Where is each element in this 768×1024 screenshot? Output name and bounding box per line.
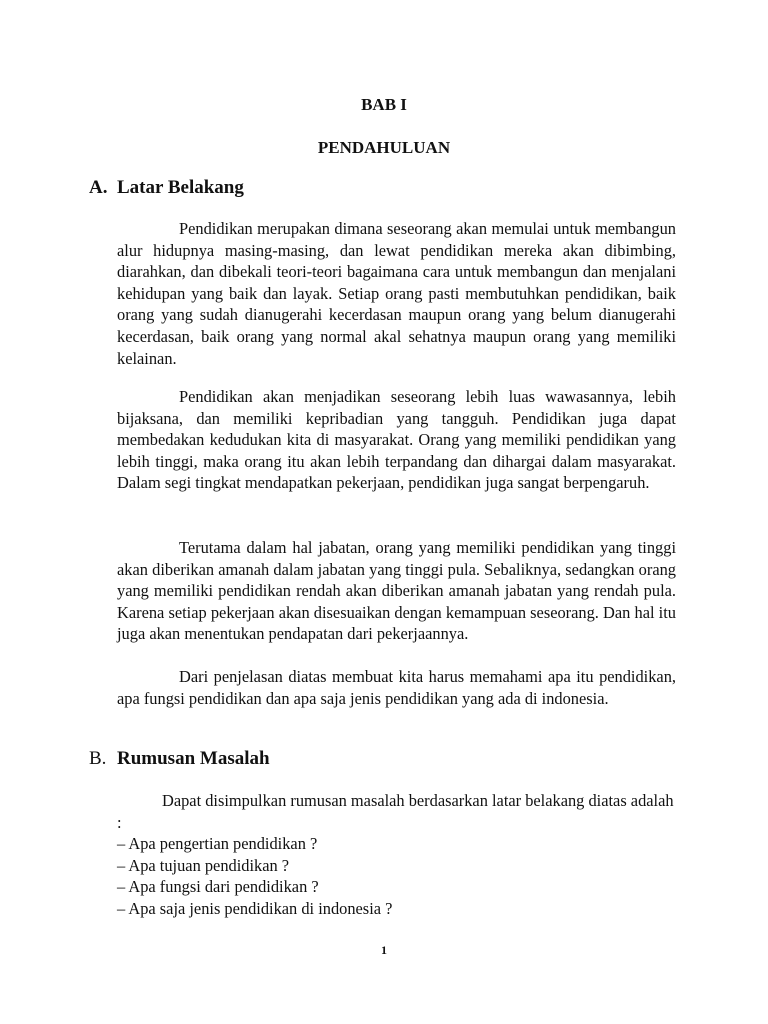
section-a-marker: A.: [89, 177, 108, 198]
section-a-heading: [89, 177, 244, 199]
list-item: – Apa saja jenis pendidikan di indonesia ?: [117, 898, 393, 918]
list-item: – Apa tujuan pendidikan ?: [117, 855, 290, 875]
paragraph: Pendidikan merupakan dimana seseorang akan memulai untuk membangun alur hidupnya masing-masing, dan lewat pendidikan mereka akan dibimbing, diarahkan, dan dibekali teori-teori bagaimana cara untuk membangun dan menjalani kehidupan yang baik dan layak. Setiap orang pasti membutuhkan pendidikan, baik orang yang sudah dianugerahi kecerdasan maupun orang yang belum dianugerahi kecerdasan, baik orang yang normal akal sehatnya maupun orang yang memiliki kelainan.: [117, 219, 676, 368]
chapter-title: PENDAHULUAN: [317, 138, 451, 157]
list-item: – Apa fungsi dari pendidikan ?: [117, 877, 319, 897]
list-item: – Apa pengertian pendidikan ?: [117, 834, 318, 853]
section-b-intro: Dapat disimpulkan rumusan masalah berdasarkan latar belakang diatas adalah :: [117, 791, 674, 832]
section-b-marker: B.: [89, 748, 107, 769]
paragraph: Terutama dalam hal jabatan, orang yang memiliki pendidikan yang tinggi akan diberikan amanah dalam jabatan yang tinggi pula. Sebaliknya, sedangkan orang yang memiliki pendidikan rendah akan diberikan amanah jabatan yang rendah pula. Karena setiap pekerjaan akan disesuaikan dengan kemampuan seseorang. Dan hal itu juga akan menentukan pendapatan dari pekerjaannya.: [117, 538, 676, 644]
paragraph: Pendidikan akan menjadikan seseorang lebih luas wawasannya, lebih bijaksana, dan memiliki kepribadian yang tangguh. Pendidikan juga dapat membedakan kedudukan kita di masyarakat. Orang yang memiliki pendidikan yang lebih tinggi, maka orang itu akan lebih terpandang dan dihargai dalam masyarakat. Dalam segi tingkat mendapatkan pekerjaan, pendidikan juga sangat berpengaruh.: [117, 387, 676, 493]
page-number: 1: [381, 943, 387, 957]
chapter-number: BAB I: [361, 95, 407, 114]
section-b-title: Rumusan Masalah: [117, 748, 270, 769]
question-list: [117, 833, 392, 919]
paragraph: Dari penjelasan diatas membuat kita harus memahami apa itu pendidikan, apa fungsi pendidikan dan apa saja jenis pendidikan yang ada di indonesia.: [117, 667, 676, 708]
section-a-title: Latar Belakang: [117, 177, 244, 198]
section-b-heading: [89, 748, 270, 770]
